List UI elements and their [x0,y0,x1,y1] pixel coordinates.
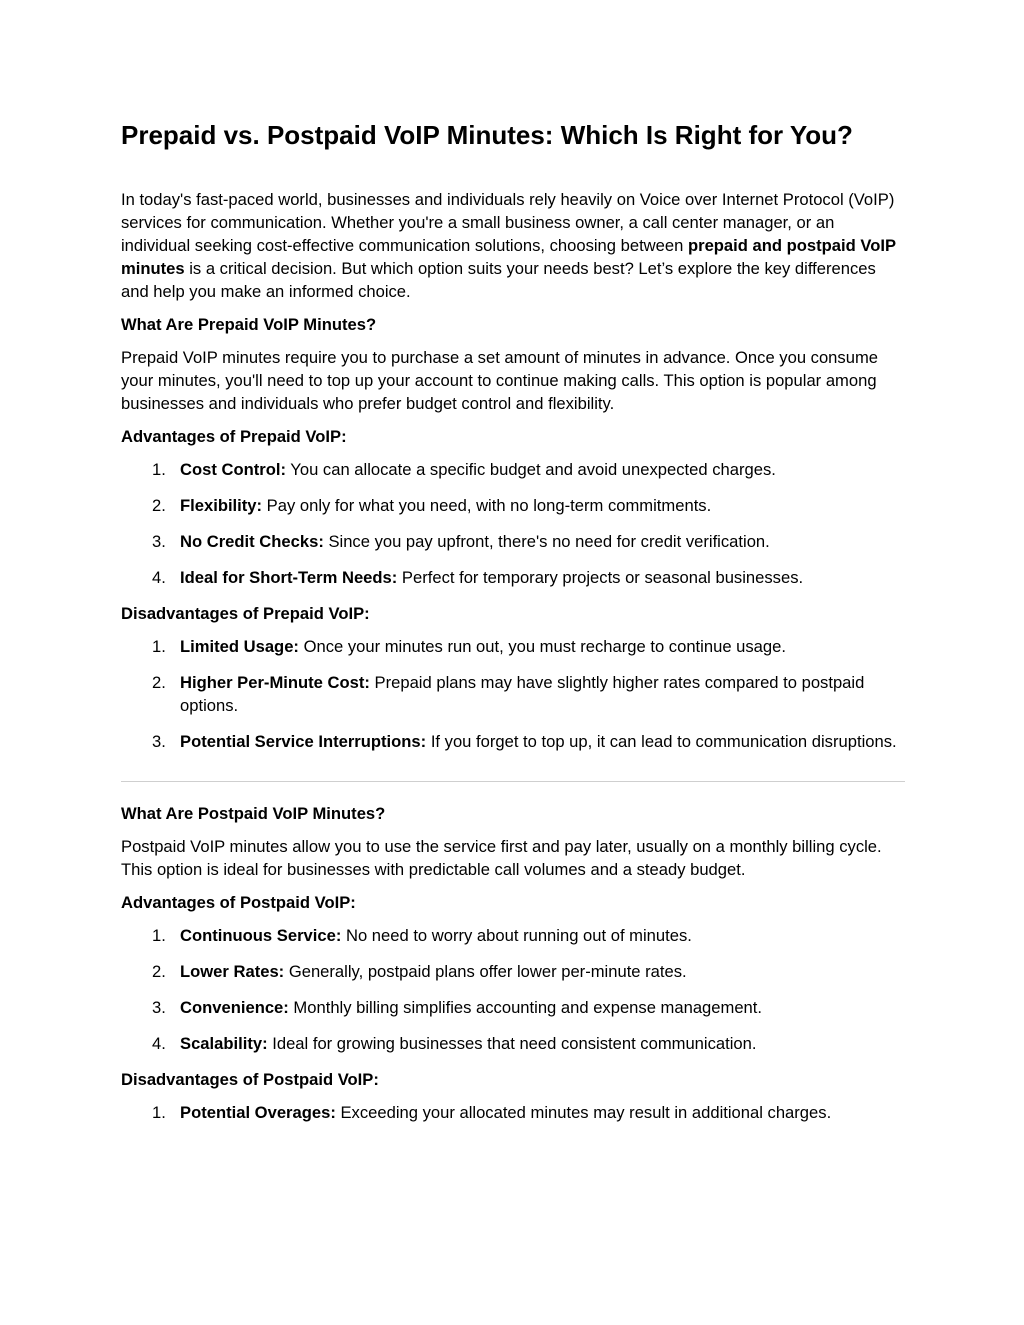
postpaid-disadvantages-list [121,1101,905,1124]
list-item [121,494,905,517]
intro-text-end: is a critical decision. But which option suits your needs best? Let’s explore the key differences and help you make an informed choice. [121,259,876,301]
list-term: Ideal for Short-Term Needs: [180,568,398,587]
list-term: Cost Control: [180,460,286,479]
list-item [121,458,905,481]
list-term: Flexibility: [180,496,263,515]
section-divider [121,781,905,782]
list-number: 3. [152,532,166,551]
list-item [121,730,905,753]
list-item [121,566,905,589]
list-number: 1. [152,1103,166,1122]
list-item [121,635,905,658]
list-text: Exceeding your allocated minutes may result in additional charges. [335,1103,832,1122]
list-item [121,1101,905,1124]
list-number: 3. [152,732,166,751]
postpaid-description: Postpaid VoIP minutes allow you to use the service first and pay later, usually on a monthly billing cycle. This option is ideal for businesses with predictable call volumes and a steady budget. [121,837,882,879]
list-number: 1. [152,926,166,945]
list-term: No Credit Checks: [180,532,324,551]
list-item [121,924,905,947]
list-term: Lower Rates: [180,962,285,981]
list-text: You can allocate a specific budget and avoid unexpected charges. [286,460,776,479]
list-term: Potential Service Interruptions: [180,732,427,751]
list-term: Continuous Service: [180,926,342,945]
prepaid-advantages-heading: Advantages of Prepaid VoIP: [121,427,347,446]
list-text: Once your minutes run out, you must recharge to continue usage. [298,637,786,656]
list-text: Since you pay upfront, there's no need for credit verification. [323,532,770,551]
postpaid-heading: What Are Postpaid VoIP Minutes? [121,804,386,823]
list-number: 4. [152,568,166,587]
list-text: Perfect for temporary projects or seasonal businesses. [397,568,804,587]
document-page [121,118,905,1137]
list-text: If you forget to top up, it can lead to communication disruptions. [426,732,897,751]
prepaid-advantages-list [121,458,905,589]
intro-paragraph [121,188,905,303]
list-number: 4. [152,1034,166,1053]
postpaid-advantages-list [121,924,905,1055]
list-number: 2. [152,673,166,692]
list-text: Generally, postpaid plans offer lower per-minute rates. [284,962,687,981]
list-term: Scalability: [180,1034,268,1053]
list-item [121,996,905,1019]
postpaid-advantages-heading: Advantages of Postpaid VoIP: [121,893,356,912]
list-number: 3. [152,998,166,1017]
prepaid-description: Prepaid VoIP minutes require you to purchase a set amount of minutes in advance. Once you consume your minutes, you'll need to top up your account to continue making calls. This option is popular among businesses and individuals who prefer budget control and flexibility. [121,348,878,413]
list-term: Limited Usage: [180,637,299,656]
list-number: 1. [152,637,166,656]
list-text: Pay only for what you need, with no long-term commitments. [262,496,712,515]
list-term: Potential Overages: [180,1103,336,1122]
prepaid-disadvantages-heading: Disadvantages of Prepaid VoIP: [121,604,370,623]
prepaid-heading: What Are Prepaid VoIP Minutes? [121,315,377,334]
list-item [121,960,905,983]
list-number: 2. [152,496,166,515]
page-title: Prepaid vs. Postpaid VoIP Minutes: Which Is Right for You? [121,120,853,150]
list-text: Ideal for growing businesses that need consistent communication. [267,1034,757,1053]
list-item [121,530,905,553]
list-text: No need to worry about running out of minutes. [341,926,692,945]
list-text: Monthly billing simplifies accounting and expense management. [288,998,763,1017]
list-number: 1. [152,460,166,479]
list-item [121,671,905,717]
list-text: Prepaid plans may have slightly higher rates compared to postpaid options. [180,673,865,715]
list-term: Convenience: [180,998,289,1017]
prepaid-disadvantages-list [121,635,905,753]
intro-text-start: In today's fast-paced world, businesses and individuals rely heavily on Voice over Internet Protocol (VoIP) services for communication. Whether you're a small business owner, a call center manager, or an individual seeking cost-effective communication solutions, choosing between [121,190,895,255]
list-item [121,1032,905,1055]
list-number: 2. [152,962,166,981]
intro-bold-phrase: prepaid and postpaid VoIP minutes [121,236,896,278]
list-term: Higher Per-Minute Cost: [180,673,370,692]
postpaid-disadvantages-heading: Disadvantages of Postpaid VoIP: [121,1070,379,1089]
